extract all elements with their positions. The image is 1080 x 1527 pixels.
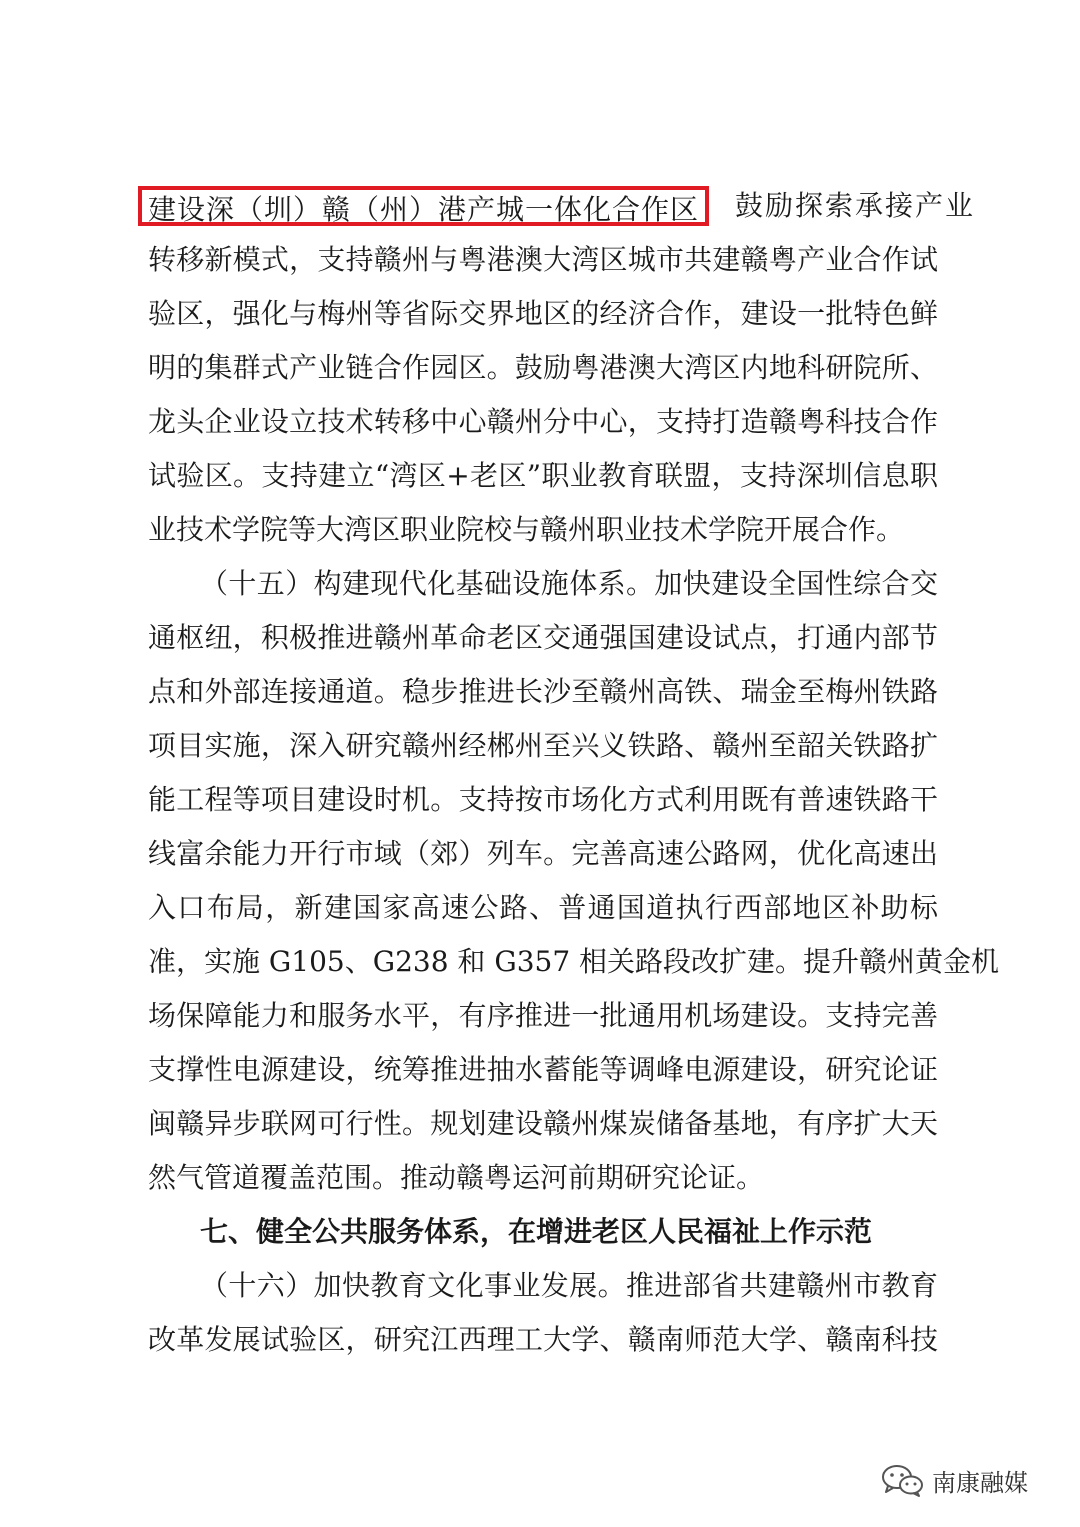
highlighted-phrase: 建设深（圳）赣（州）港产城一体化合作区 (138, 186, 709, 226)
body-line: 闽赣异步联网可行性。规划建设赣州煤炭储备基地，有序扩大天 (148, 1107, 938, 1140)
body-line: 明的集群式产业链合作园区。鼓励粤港澳大湾区内地科研院所、 (148, 351, 938, 384)
body-line: 龙头企业设立技术转移中心赣州分中心，支持打造赣粤科技合作 (148, 405, 938, 438)
body-line: 线富余能力开行市域（郊）列车。完善高速公路网，优化高速出 (148, 837, 938, 870)
body-line: 转移新模式，支持赣州与粤港澳大湾区城市共建赣粤产业合作试 (148, 243, 938, 276)
body-line: 入口布局，新建国家高速公路、普通国道执行西部地区补助标 (148, 891, 938, 924)
section-16-lead: （十六）加快教育文化事业发展。推进部省共建赣州市教育 (200, 1269, 938, 1302)
body-line: 改革发展试验区，研究江西理工大学、赣南师范大学、赣南科技 (148, 1323, 938, 1356)
wechat-icon (880, 1462, 924, 1498)
body-line: 项目实施，深入研究赣州经郴州至兴义铁路、赣州至韶关铁路扩 (148, 729, 938, 762)
watermark-text: 南康融媒 (932, 1468, 1028, 1497)
body-line: 支撑性电源建设，统筹推进抽水蓄能等调峰电源建设，研究论证 (148, 1053, 938, 1086)
body-line: 然气管道覆盖范围。推动赣粤运河前期研究论证。 (148, 1161, 765, 1194)
watermark (880, 1458, 1028, 1502)
first-line-rest: 鼓励探索承接产业 (735, 189, 976, 222)
body-line: 业技术学院等大湾区职业院校与赣州职业技术学院开展合作。 (148, 513, 905, 546)
body-line: 场保障能力和服务水平，有序推进一批通用机场建设。支持完善 (148, 999, 938, 1032)
body-line: 点和外部连接通道。稳步推进长沙至赣州高铁、瑞金至梅州铁路 (148, 675, 938, 708)
section-15-lead: （十五）构建现代化基础设施体系。加快建设全国性综合交 (200, 567, 938, 600)
body-line: 试验区。支持建立“湾区+老区”职业教育联盟，支持深圳信息职 (148, 459, 938, 492)
first-line (148, 186, 976, 226)
body-line: 准，实施 G105、G238 和 G357 相关路段改扩建。提升赣州黄金机 (148, 945, 1000, 978)
body-line: 通枢纽，积极推进赣州革命老区交通强国建设试点，打通内部节 (148, 621, 938, 654)
body-line: 能工程等项目建设时机。支持按市场化方式利用既有普速铁路干 (148, 783, 938, 816)
section-heading: 七、健全公共服务体系，在增进老区人民福祉上作示范 (200, 1215, 873, 1248)
body-line: 验区，强化与梅州等省际交界地区的经济合作，建设一批特色鲜 (148, 297, 938, 330)
